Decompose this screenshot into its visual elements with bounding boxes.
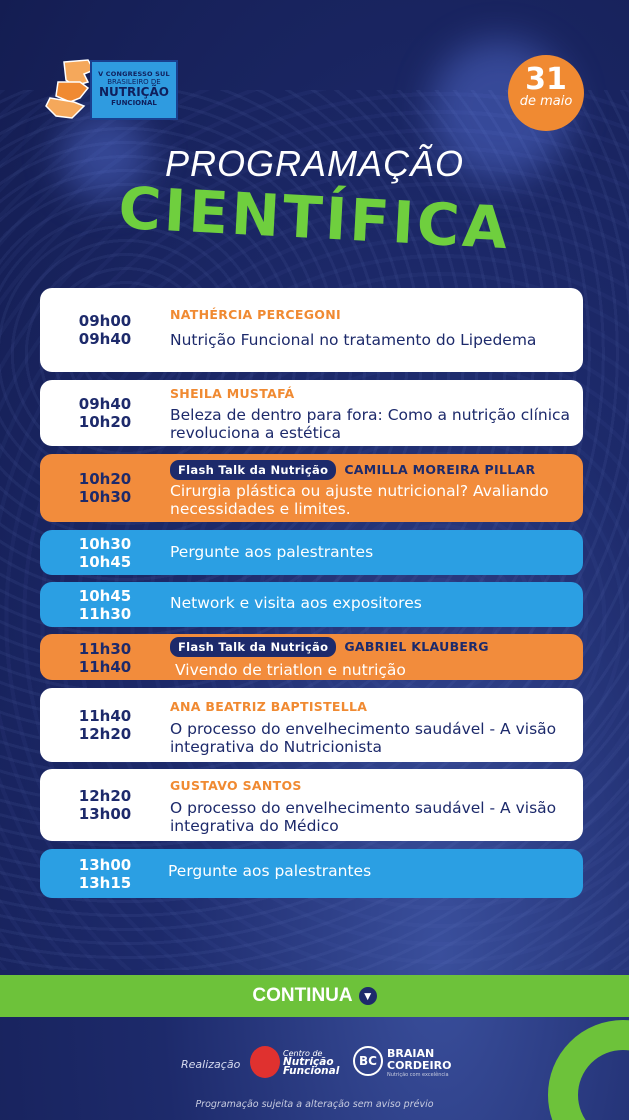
start-time: 10h45 xyxy=(78,587,132,605)
session-topic: Pergunte aos palestrantes xyxy=(170,543,374,561)
time-range xyxy=(40,312,170,348)
end-time: 09h40 xyxy=(78,330,132,348)
start-time: 10h20 xyxy=(78,470,132,488)
bc-monogram-icon: BC xyxy=(353,1046,383,1076)
bc-tagline: Nutrição com excelência xyxy=(387,1072,449,1078)
bc-line1: BRAIAN xyxy=(387,1047,435,1060)
time-range xyxy=(40,856,170,892)
realizacao-label: Realização xyxy=(181,1058,241,1071)
braian-cordeiro-logo xyxy=(353,1044,453,1080)
schedule-item xyxy=(40,288,583,372)
session-topic: O processo do envelhecimento saudável - A visão integrativa do Médico xyxy=(170,799,557,835)
speaker-row xyxy=(170,460,571,480)
time-range xyxy=(40,395,170,431)
session-topic: Beleza de dentro para fora: Como a nutrição clínica revoluciona a estética xyxy=(170,406,571,442)
start-time: 09h00 xyxy=(78,312,132,330)
schedule-item xyxy=(40,849,583,898)
centro-nutricao-funcional-logo xyxy=(250,1044,340,1080)
schedule-item xyxy=(40,454,583,522)
schedule-item xyxy=(40,530,583,575)
speaker-name: NATHÉRCIA PERCEGONI xyxy=(170,307,341,322)
start-time: 11h40 xyxy=(78,707,132,725)
page-title: PROGRAMAÇÃO xyxy=(164,143,465,184)
flash-talk-chip: Flash Talk da Nutrição xyxy=(170,637,336,657)
start-time: 11h30 xyxy=(78,640,132,658)
session-content xyxy=(170,307,571,349)
session-topic: O processo do envelhecimento saudável - A visão integrativa do Nutricionista xyxy=(170,720,557,756)
logo-text-box xyxy=(90,60,178,120)
schedule-item xyxy=(40,688,583,762)
session-content xyxy=(170,460,571,518)
schedule-item xyxy=(40,769,583,841)
schedule-item xyxy=(40,380,583,446)
session-content xyxy=(170,699,571,756)
session-content xyxy=(170,543,571,561)
time-range xyxy=(40,640,170,676)
start-time: 09h40 xyxy=(78,395,132,413)
time-range xyxy=(40,707,170,743)
schedule-item xyxy=(40,582,583,627)
speaker-row xyxy=(170,637,571,657)
time-range xyxy=(40,470,170,506)
end-time: 11h30 xyxy=(78,605,132,623)
end-time: 13h00 xyxy=(78,805,132,823)
date-month: de maio xyxy=(519,94,573,109)
session-topic: Network e visita aos expositores xyxy=(170,594,422,612)
logo-line: FUNCIONAL xyxy=(111,99,157,107)
cnf-line1: Nutrição xyxy=(283,1056,334,1068)
logo-line: V CONGRESSO SUL xyxy=(98,70,170,78)
logo-line: NUTRIÇÃO xyxy=(99,85,169,99)
disclaimer: Programação sujeita a alteração sem aviso prévio xyxy=(195,1099,434,1110)
end-time: 11h40 xyxy=(78,658,132,676)
speaker-name: SHEILA MUSTAFÁ xyxy=(170,386,295,401)
arrow-down-circle-icon: ▼ xyxy=(359,987,377,1005)
congress-logo xyxy=(44,58,184,122)
start-time: 13h00 xyxy=(78,856,132,874)
cnf-text xyxy=(283,1049,339,1076)
continue-label: CONTINUA xyxy=(252,985,353,1006)
session-content xyxy=(168,862,571,880)
speaker-name: CAMILLA MOREIRA PILLAR xyxy=(344,462,536,477)
speaker-name: GUSTAVO SANTOS xyxy=(170,778,302,793)
date-day: 31 xyxy=(525,62,567,97)
session-topic: Nutrição Funcional no tratamento do Lipedema xyxy=(170,331,537,349)
session-topic: Vivendo de triatlon e nutrição xyxy=(175,661,406,679)
end-time: 13h15 xyxy=(78,874,132,892)
end-time: 10h45 xyxy=(78,553,132,571)
speaker-name: ANA BEATRIZ BAPTISTELLA xyxy=(170,699,368,714)
end-time: 10h30 xyxy=(78,488,132,506)
schedule-item xyxy=(40,634,583,680)
apple-icon xyxy=(250,1046,280,1078)
time-range xyxy=(40,787,170,823)
page-subtitle: CIENTÍFICA xyxy=(116,173,513,263)
session-topic: Cirurgia plástica ou ajuste nutricional? Avaliando necessidades e limites. xyxy=(170,482,549,518)
continue-banner[interactable] xyxy=(0,975,629,1017)
cnf-line2: Funcional xyxy=(283,1065,340,1077)
bc-line2: CORDEIRO xyxy=(387,1059,452,1072)
end-time: 10h20 xyxy=(78,413,132,431)
start-time: 12h20 xyxy=(78,787,132,805)
speaker-name: GABRIEL KLAUBERG xyxy=(344,639,489,654)
bc-text xyxy=(387,1048,451,1072)
session-topic: Pergunte aos palestrantes xyxy=(168,862,372,880)
date-badge xyxy=(508,55,584,131)
logo-line: BRASILEIRO DE xyxy=(107,78,161,86)
session-content xyxy=(170,594,571,612)
time-range xyxy=(40,535,170,571)
session-content xyxy=(170,778,571,835)
session-content xyxy=(170,637,571,679)
start-time: 10h30 xyxy=(78,535,132,553)
cnf-small: Centro de xyxy=(283,1049,323,1058)
flash-talk-chip: Flash Talk da Nutrição xyxy=(170,460,336,480)
end-time: 12h20 xyxy=(78,725,132,743)
time-range xyxy=(40,587,170,623)
session-content xyxy=(170,386,571,442)
